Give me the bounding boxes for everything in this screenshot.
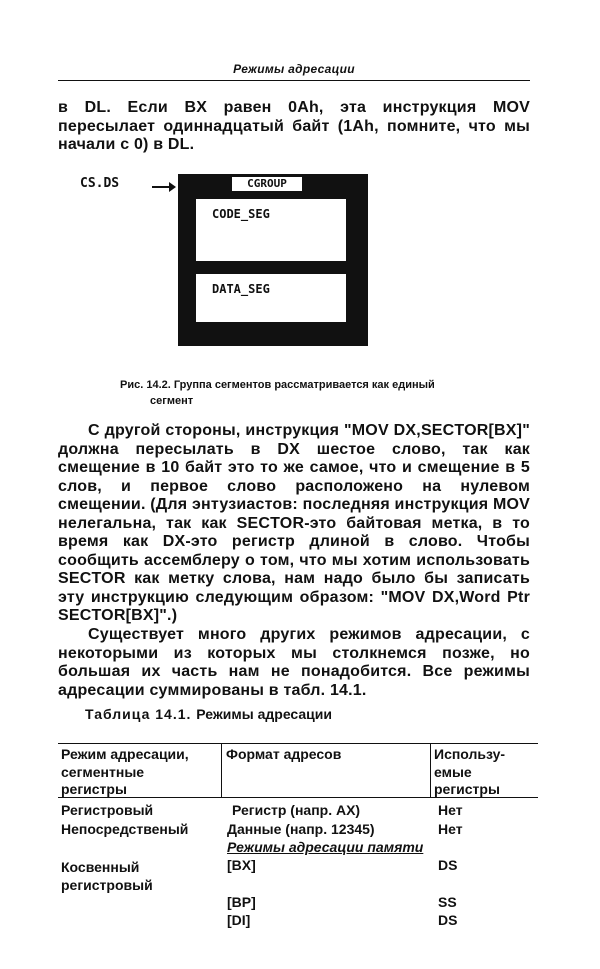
indirect-row-3-format: [DI] [227, 912, 251, 928]
cgroup-title: CGROUP [232, 177, 302, 191]
table-number: Таблица 14.1. [85, 706, 192, 722]
running-header: Режимы адресации [233, 62, 355, 76]
paragraph-3: Существует много других режимов адресации, с некоторыми из которых мы столкнемся позже, но большая их часть нам не понадобится. Все режимы адресации суммированы в табл. 14.1. [58, 626, 530, 699]
indirect-mode-line-1: Косвенный [61, 859, 140, 875]
figure-caption-line-1: Рис. 14.2. Группа сегментов рассматривается как единый [120, 379, 435, 391]
table-column-divider-1 [221, 743, 222, 798]
indirect-row-2-reg: SS [438, 894, 457, 910]
code-seg-box: CODE_SEG [196, 199, 346, 261]
indirect-row-1-format: [BX] [227, 857, 256, 873]
table-column-divider-2 [430, 743, 431, 798]
paragraph-1: в DL. Если BX равен 0Ah, эта инструкция MOV пересылает одиннадцатый байт (1Ah, помните, что мы начали с 0) в DL. [58, 99, 530, 153]
indirect-row-2-format: [BP] [227, 894, 256, 910]
header-rule [58, 80, 530, 81]
table-row-1-format: Регистр (напр. AX) [232, 802, 361, 818]
header-registers-line-2: емые [434, 764, 472, 780]
header-mode-line-3: регистры [61, 781, 127, 797]
table-row-2-format: Данные (напр. 12345) [227, 821, 375, 837]
cs-ds-label: CS.DS [80, 176, 120, 191]
table-row-1-mode: Регистровый [61, 802, 154, 818]
header-format: Формат адресов [226, 746, 342, 762]
arrow-right-icon [152, 186, 172, 188]
indirect-row-3-reg: DS [438, 912, 458, 928]
header-registers-line-3: регистры [434, 781, 500, 797]
table-name: Режимы адресации [196, 706, 332, 722]
memory-modes-subheading: Режимы адресации памяти [227, 839, 424, 855]
table-row-2-mode: Непосредственый [61, 821, 189, 837]
header-registers-line-1: Использу- [434, 746, 506, 762]
paragraph-2: С другой стороны, инструкция "MOV DX,SECTOR[BX]" должна пересылать в DX шестое слово, так как смещение в 10 байт это то же самое, что и смещение в 5 слов, и первое слово расположено на нулевом смещении. (Для энтузиастов: последняя инструкция MOV нелегальна, так как SECTOR-это байтовая метка, в то время как DX-это регистр длиной в слово. Чтобы сообщить ассемблеру о том, что мы хотим использовать SECTOR как метку слова, нам надо было бы записать эту инструкцию следующим образом: "MOV DX,Word Ptr SECTOR[BX]".) [58, 422, 530, 624]
table-row-2-reg: Нет [438, 821, 463, 837]
header-mode-line-1: Режим адресации, [61, 746, 189, 762]
header-mode-line-2: сегментные [61, 764, 145, 780]
data-seg-box: DATA_SEG [196, 274, 346, 322]
indirect-mode-line-2: регистровый [61, 877, 153, 893]
figure-caption-line-2: сегмент [150, 395, 194, 407]
table-row-1-reg: Нет [438, 802, 463, 818]
indirect-row-1-reg: DS [438, 857, 458, 873]
table-title [85, 706, 332, 722]
table-top-rule [58, 743, 538, 744]
